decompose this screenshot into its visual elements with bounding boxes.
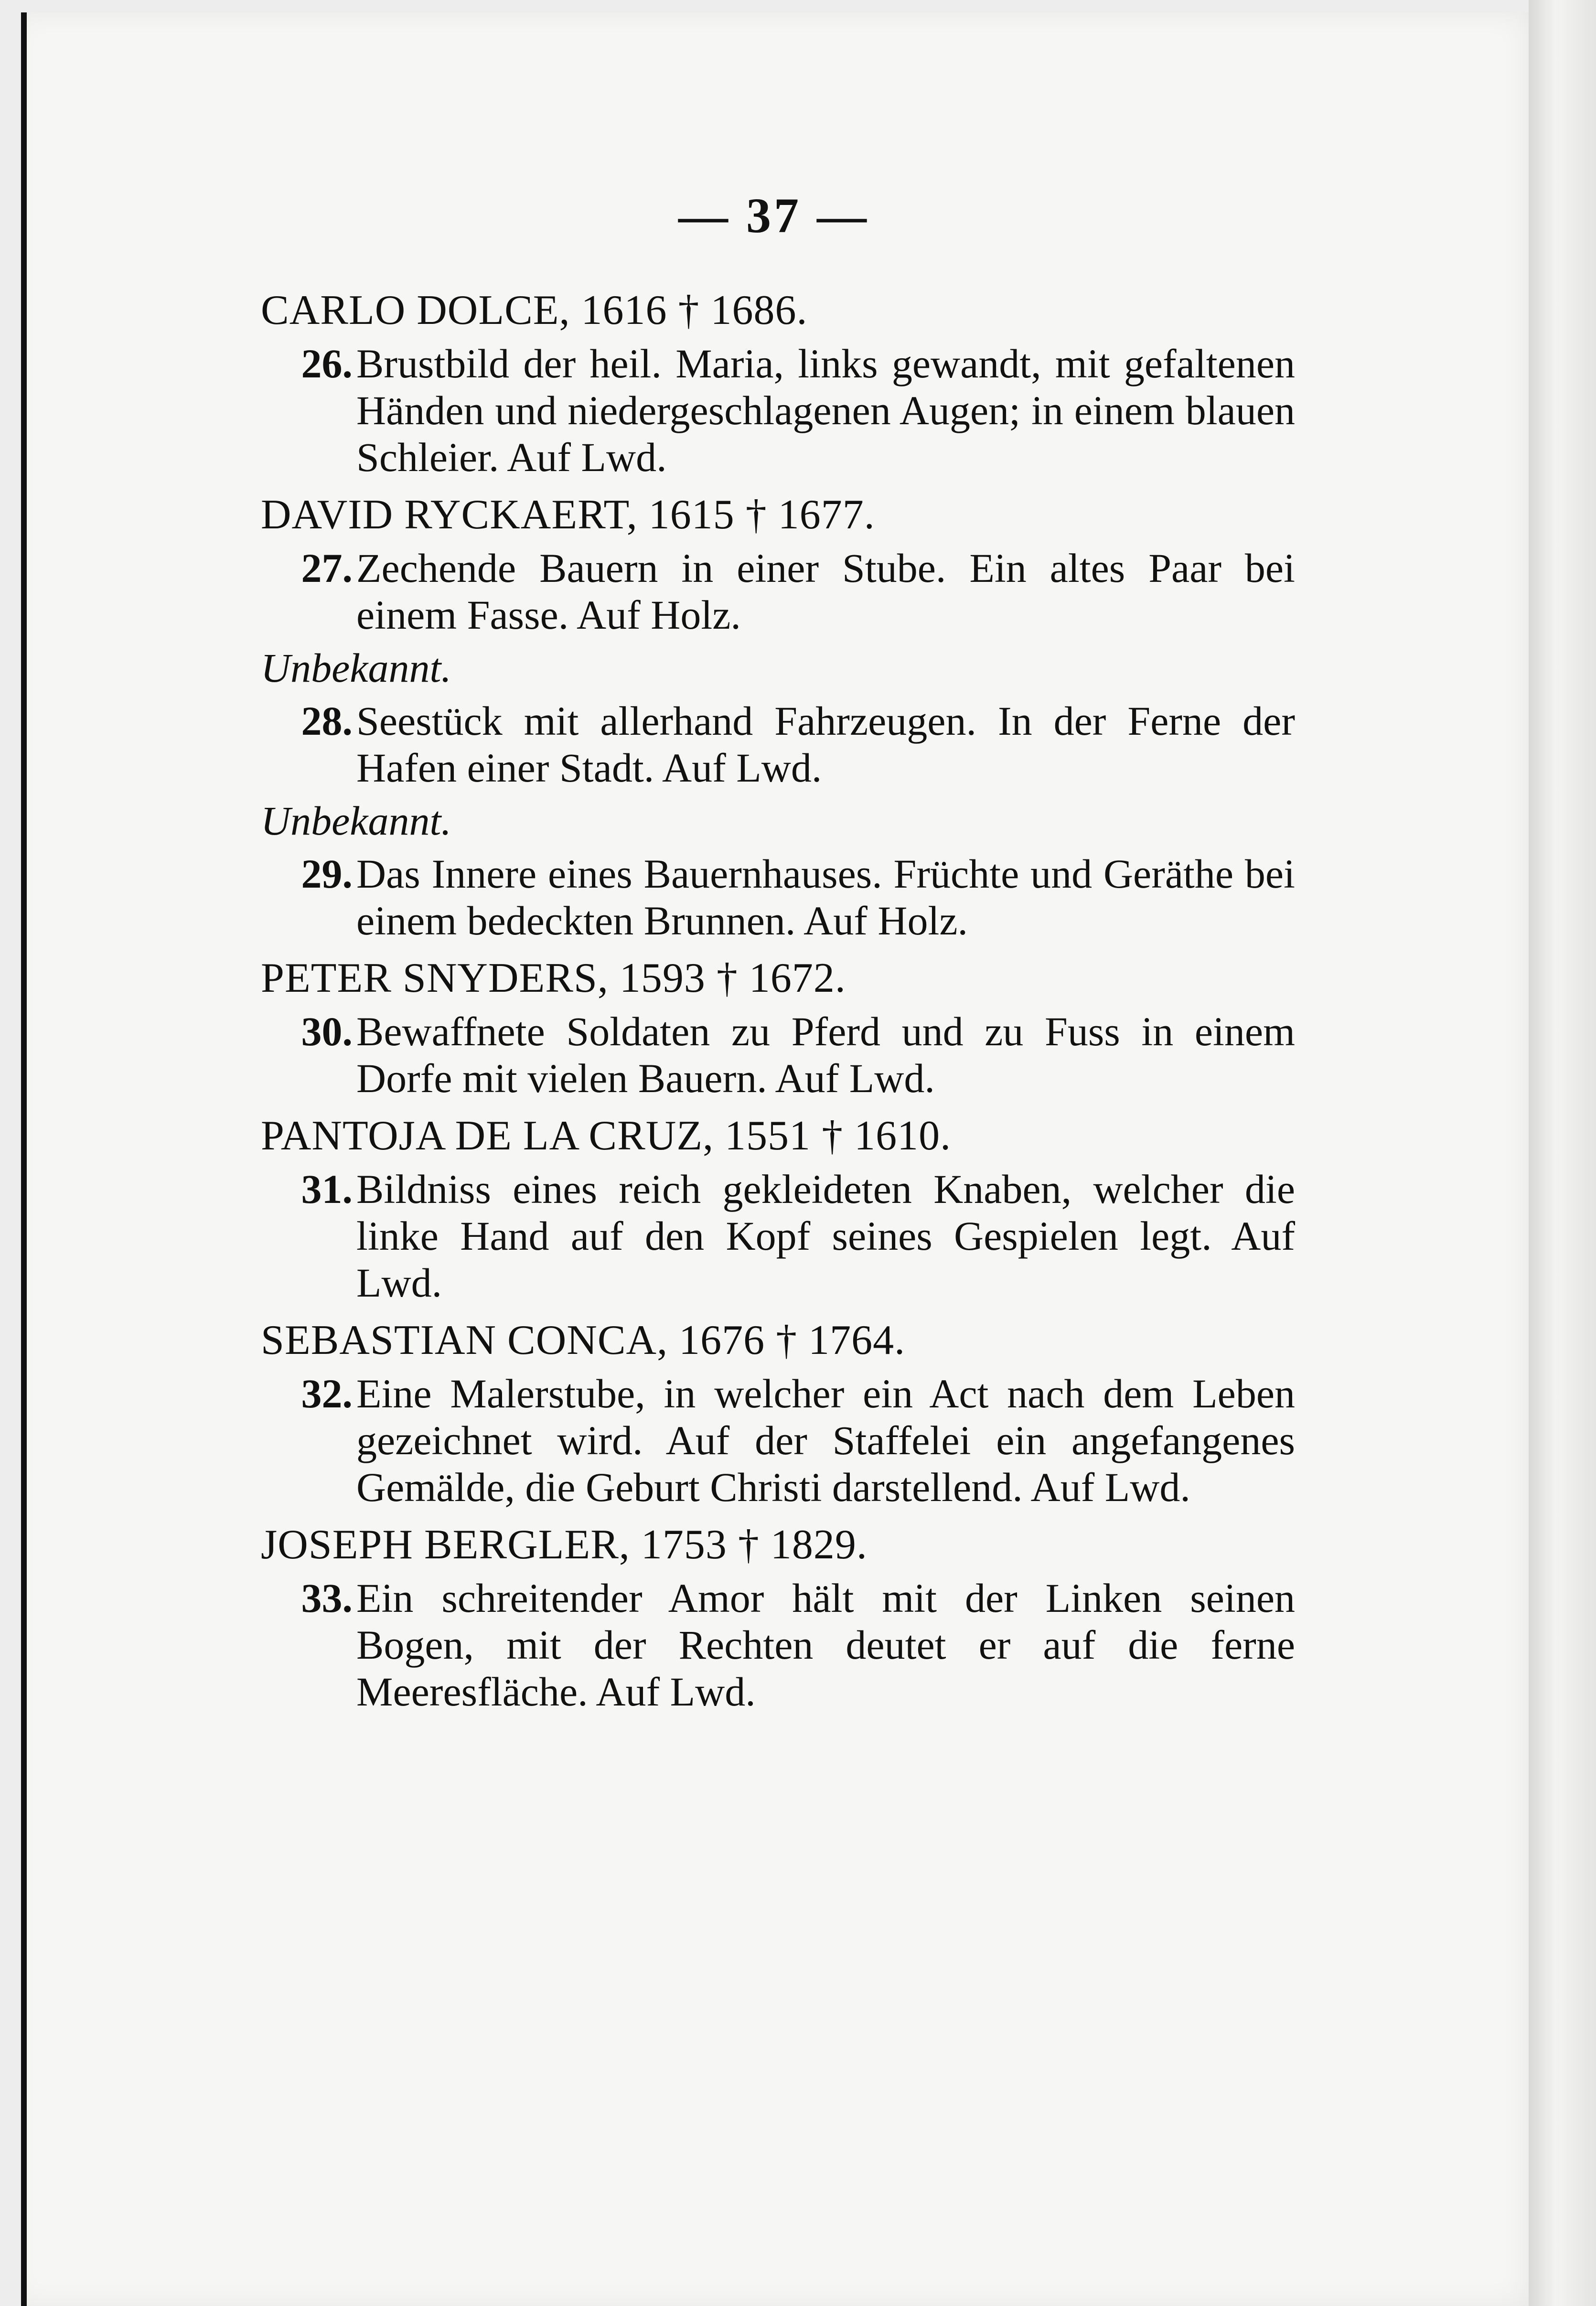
catalogue-entry — [261, 1575, 1295, 1715]
catalogue-entry — [261, 1166, 1295, 1306]
catalogue-entry — [261, 850, 1295, 944]
catalogue-text — [261, 287, 1295, 1715]
artist-heading: DAVID RYCKAERT, 1615 † 1677. — [261, 492, 875, 538]
artist-unknown-heading: Unbekannt. — [261, 798, 451, 844]
page-number: — 37 — — [678, 188, 869, 243]
artist-heading: PETER SNYDERS, 1593 † 1672. — [261, 955, 846, 1001]
entry-number: 32. — [301, 1371, 353, 1416]
catalogue-entry — [261, 697, 1295, 791]
entry-description: Eine Malerstube, in welcher ein Act nach dem Leben gezeichnet wird. Auf der Staffelei ein angefangenes Gemälde, die Geburt Christi darstellend. Auf Lwd. — [356, 1371, 1295, 1510]
artist-heading: SEBASTIAN CONCA, 1676 † 1764. — [261, 1317, 906, 1363]
entry-number: 28. — [301, 698, 353, 744]
page-edge — [1529, 0, 1596, 2306]
entry-number: 30. — [301, 1008, 353, 1054]
entry-description: Das Innere eines Bauernhauses. Früchte und Geräthe bei einem bedeckten Brunnen. Auf Holz. — [356, 851, 1295, 944]
catalogue-entry — [261, 545, 1295, 638]
entry-number: 27. — [301, 545, 353, 591]
catalogue-entry — [261, 1370, 1295, 1511]
entry-description: Seestück mit allerhand Fahrzeugen. In der Ferne der Hafen einer Stadt. Auf Lwd. — [356, 698, 1295, 791]
entry-description: Ein schreitender Amor hält mit der Linken seinen Bogen, mit der Rechten deutet er auf die ferne Meeresfläche. Auf Lwd. — [356, 1575, 1295, 1715]
catalogue-entry — [261, 340, 1295, 481]
entry-number: 33. — [301, 1575, 353, 1621]
entry-description: Bildniss eines reich gekleideten Knaben, welcher die linke Hand auf den Kopf seines Gespielen legt. Auf Lwd. — [356, 1166, 1295, 1306]
artist-unknown-heading: Unbekannt. — [261, 645, 451, 691]
entry-number: 26. — [301, 341, 353, 386]
catalogue-entry — [261, 1008, 1295, 1102]
entry-description: Bewaffnete Soldaten zu Pferd und zu Fuss in einem Dorfe mit vielen Bauern. Auf Lwd. — [356, 1008, 1295, 1101]
entry-description: Brustbild der heil. Maria, links gewandt, mit gefaltenen Händen und niedergeschlagenen Augen; in einem blauen Schleier. Auf Lwd. — [356, 341, 1295, 480]
entry-number: 31. — [301, 1166, 353, 1212]
artist-heading: JOSEPH BERGLER, 1753 † 1829. — [261, 1522, 868, 1568]
artist-heading: CARLO DOLCE, 1616 † 1686. — [261, 287, 808, 333]
entry-description: Zechende Bauern in einer Stube. Ein altes Paar bei einem Fasse. Auf Holz. — [356, 545, 1295, 638]
artist-heading: PANTOJA DE LA CRUZ, 1551 † 1610. — [261, 1113, 952, 1159]
entry-number: 29. — [301, 851, 353, 897]
